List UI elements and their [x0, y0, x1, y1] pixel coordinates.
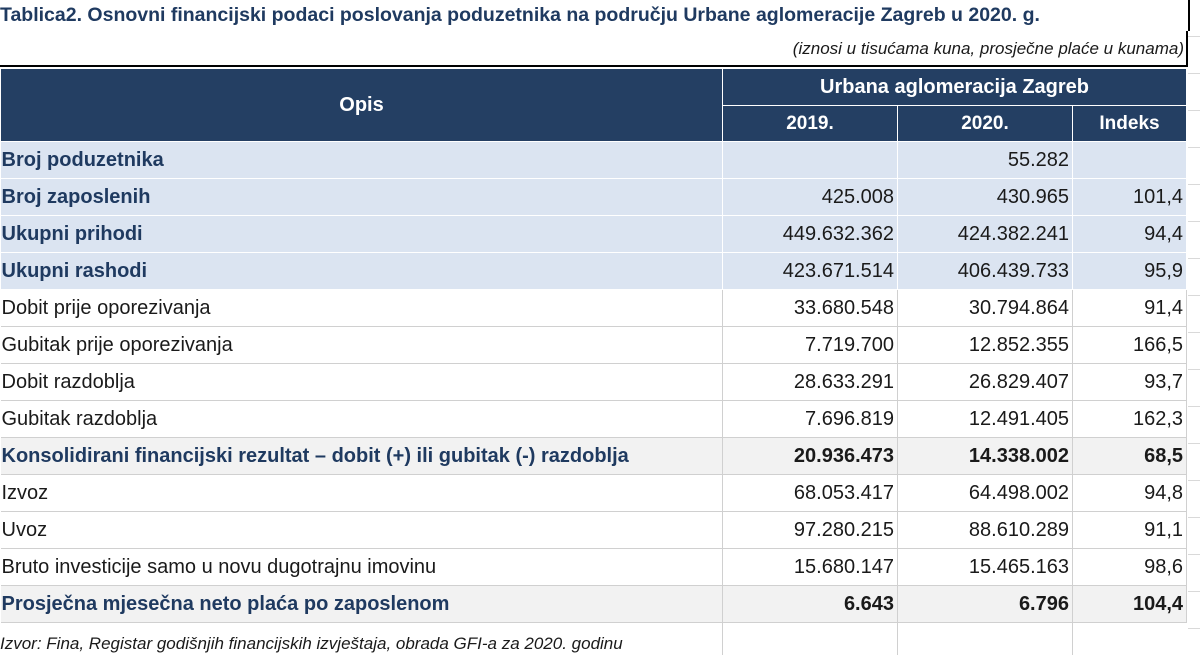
value-2020: 6.796: [898, 586, 1073, 623]
table-row: [1, 290, 1187, 327]
value-2019: 7.696.819: [723, 401, 898, 438]
table-row: [1, 364, 1187, 401]
header-group: Urbana aglomeracija Zagreb: [723, 69, 1187, 106]
table-row: [1, 438, 1187, 475]
value-index: 91,1: [1073, 512, 1187, 549]
table-row: [1, 586, 1187, 623]
value-2019: 449.632.362: [723, 216, 898, 253]
value-2020: 88.610.289: [898, 512, 1073, 549]
row-label: Dobit prije oporezivanja: [1, 290, 723, 327]
header-2020: 2020.: [898, 106, 1073, 142]
value-2020: 55.282: [898, 142, 1073, 179]
table-row: [1, 179, 1187, 216]
row-label: Konsolidirani financijski rezultat – dobit (+) ili gubitak (-) razdoblja: [1, 438, 723, 475]
row-label: Broj poduzetnika: [1, 142, 723, 179]
value-2020: 30.794.864: [898, 290, 1073, 327]
value-2019: 68.053.417: [723, 475, 898, 512]
value-2020: 26.829.407: [898, 364, 1073, 401]
row-label: Ukupni rashodi: [1, 253, 723, 290]
grid-line: [722, 621, 723, 655]
value-2020: 424.382.241: [898, 216, 1073, 253]
value-2020: 12.852.355: [898, 327, 1073, 364]
value-2020: 14.338.002: [898, 438, 1073, 475]
value-index: 166,5: [1073, 327, 1187, 364]
table-row: [1, 401, 1187, 438]
value-index: 104,4: [1073, 586, 1187, 623]
value-index: 95,9: [1073, 253, 1187, 290]
table-row: [1, 475, 1187, 512]
value-index: 91,4: [1073, 290, 1187, 327]
table-row: [1, 216, 1187, 253]
table-row: [1, 253, 1187, 290]
value-2019: 7.719.700: [723, 327, 898, 364]
value-2019: 6.643: [723, 586, 898, 623]
value-2019: 33.680.548: [723, 290, 898, 327]
header-index: Indeks: [1073, 106, 1187, 142]
row-label: Bruto investicije samo u novu dugotrajnu imovinu: [1, 549, 723, 586]
row-label: Ukupni prihodi: [1, 216, 723, 253]
grid-line: [897, 621, 898, 655]
row-label: Izvoz: [1, 475, 723, 512]
grid-line: [1072, 621, 1073, 655]
row-label: Prosječna mjesečna neto plaća po zaposlenom: [1, 586, 723, 623]
value-2019: 423.671.514: [723, 253, 898, 290]
table-title: Tablica2. Osnovni financijski podaci poslovanja poduzetnika na području Urbane aglomeracije Zagreb u 2020. g.: [0, 0, 1190, 31]
value-2020: 430.965: [898, 179, 1073, 216]
value-index: 98,6: [1073, 549, 1187, 586]
value-2019: 15.680.147: [723, 549, 898, 586]
value-index: 68,5: [1073, 438, 1187, 475]
table-subtitle: (iznosi u tisućama kuna, prosječne plaće u kunama): [0, 31, 1188, 67]
value-index: 93,7: [1073, 364, 1187, 401]
row-label: Broj zaposlenih: [1, 179, 723, 216]
value-2020: 12.491.405: [898, 401, 1073, 438]
table-row: [1, 327, 1187, 364]
value-2019: 97.280.215: [723, 512, 898, 549]
header-2019: 2019.: [723, 106, 898, 142]
value-2019: [723, 142, 898, 179]
value-2020: 15.465.163: [898, 549, 1073, 586]
source-note: Izvor: Fina, Registar godišnjih financijskih izvještaja, obrada GFI-a za 2020. godinu: [0, 634, 623, 653]
financial-data-table: [0, 68, 1187, 623]
row-label: Gubitak razdoblja: [1, 401, 723, 438]
table-row: [1, 549, 1187, 586]
value-index: 162,3: [1073, 401, 1187, 438]
value-index: 94,8: [1073, 475, 1187, 512]
value-index: 94,4: [1073, 216, 1187, 253]
value-2019: 20.936.473: [723, 438, 898, 475]
spreadsheet-grid-edge: [1188, 0, 1200, 655]
value-2020: 406.439.733: [898, 253, 1073, 290]
row-label: Uvoz: [1, 512, 723, 549]
value-2019: 425.008: [723, 179, 898, 216]
value-index: [1073, 142, 1187, 179]
row-label: Dobit razdoblja: [1, 364, 723, 401]
value-index: 101,4: [1073, 179, 1187, 216]
row-label: Gubitak prije oporezivanja: [1, 327, 723, 364]
table-row: [1, 512, 1187, 549]
table-row: [1, 142, 1187, 179]
value-2019: 28.633.291: [723, 364, 898, 401]
header-opis: Opis: [1, 69, 723, 142]
value-2020: 64.498.002: [898, 475, 1073, 512]
